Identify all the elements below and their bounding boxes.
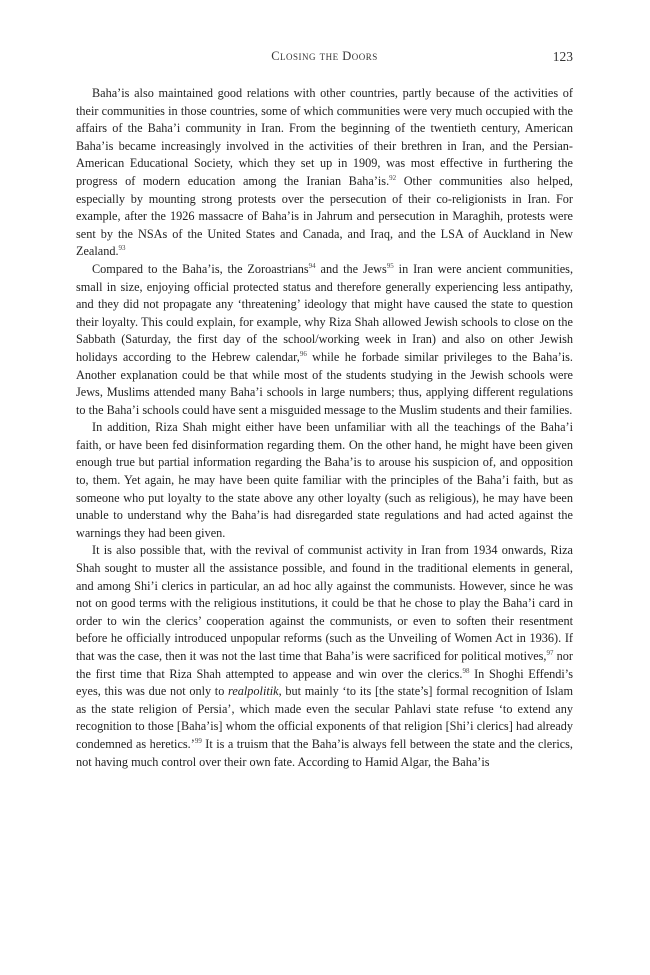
text-run: Baha’is also maintained good relations with other countries, partly because of the activities of their communities in those countries, some of which communities were very much occupied with the affairs of the Baha’i community in Iran. From the beginning of the twentieth century, American Baha’is became increasingly involved in the activities of their brethren in Iran, and the Persian-American Educational Society, which they set up in 1909, was most effective in furthering the progress of modern education among the Iranian Baha’is. (76, 86, 573, 188)
text-run: In addition, Riza Shah might either have been unfamiliar with all the teachings of the Baha’i faith, or have been fed disinformation regarding them. On the other hand, he might have been given enough true but partial information regarding the Baha’is to arouse his suspicion of, and opposition to, them. Yet again, he may have been quite familiar with the principles of the Baha’i faith, but as someone who put loyalty to the state above any other loyalty (such as religious), he may have been unable to understand why the Baha’is had disregarded state regulations and had acted against the warnings they had been given. (76, 420, 573, 540)
footnote-ref: 96 (299, 349, 307, 358)
text-run: It is a truism that the Baha’is always fell between the state and the clerics, not having much control over their own fate. According to Hamid Algar, the Baha’is (76, 736, 573, 769)
italic-term: realpolitik (228, 684, 279, 699)
text-run: in Iran were ancient communities, small in size, enjoying official protected status and therefore generally experiencing less antipathy, and they did not propagate any ‘threatening’ ideology that might have caused the state to question their loyalty. This could explain, for example, why Riza Shah allowed Jewish schools to close on the Sabbath (Saturday, the first day of the school/working week in Iran) and also on other Jewish holidays according to the Hebrew calendar, (76, 261, 574, 364)
paragraph-2 (76, 261, 573, 419)
footnote-ref: 94 (308, 261, 316, 270)
footnote-ref: 95 (386, 261, 394, 270)
paragraph-1 (76, 85, 573, 261)
text-run: Compared to the Baha’is, the Zoroastrians (92, 261, 309, 276)
text-run: while he forbade similar privileges to the Baha’is. Another explanation could be that while most of the students studying in the Jewish schools were Jews, Muslims attended many Baha’i schools in large numbers; thus, applying different regulations to the Baha’i schools could have sent a misguided message to the Muslim students and their families. (76, 349, 573, 417)
running-title: Closing the Doors (271, 49, 378, 63)
footnote-ref: 99 (194, 736, 202, 745)
text-run: and the Jews (315, 261, 387, 276)
running-header (76, 49, 573, 69)
text-run: In Shoghi Effendi’s eyes, this was due not only to (76, 666, 573, 699)
text-run: Other communities also helped, especially by mounting strong protests over the persecution of their co-religionists in Iran. For example, after the 1926 massacre of Baha’is in Jahrum and persecution in Maraghih, protests were sent by the NSAs of the United States and Canada, and Iraq, and the LSA of Auckland in New Zealand. (76, 173, 573, 259)
paragraph-3 (76, 419, 573, 542)
paragraph-4 (76, 542, 573, 771)
text-run: nor the first time that Riza Shah attempted to appease and win over the clerics. (76, 649, 573, 681)
footnote-ref: 98 (462, 666, 470, 675)
text-run: It is also possible that, with the revival of communist activity in Iran from 1934 onwards, Riza Shah sought to muster all the assistance possible, and found in the traditional elements in general, and among Shi’i clerics in particular, an ad hoc ally against the communists. However, since he was not on good terms with the religious institutions, it could be that he chose to play the Baha’i card in order to win the clerics’ cooperation against the communists, or even to soften their resentment before he officially introduced unpopular reforms (such as the Unveiling of Women Act in 1936). If that was the case, then it was not the last time that Baha’is were sacrificed for political motives, (76, 543, 573, 663)
page-number: 123 (552, 49, 573, 64)
footnote-ref: 93 (118, 244, 126, 253)
footnote-ref: 92 (389, 173, 397, 182)
footnote-ref: 97 (546, 648, 554, 657)
body-text (76, 85, 573, 771)
text-run: , but mainly ‘to its [the state’s] formal recognition of Islam as the state religion of Persia’, which made even the secular Pahlavi state refuse ‘to extend any recognition to those [Baha’is] whom the official exponents of that religion [Shi’i clerics] had already condemned as heretics.’ (76, 684, 573, 751)
